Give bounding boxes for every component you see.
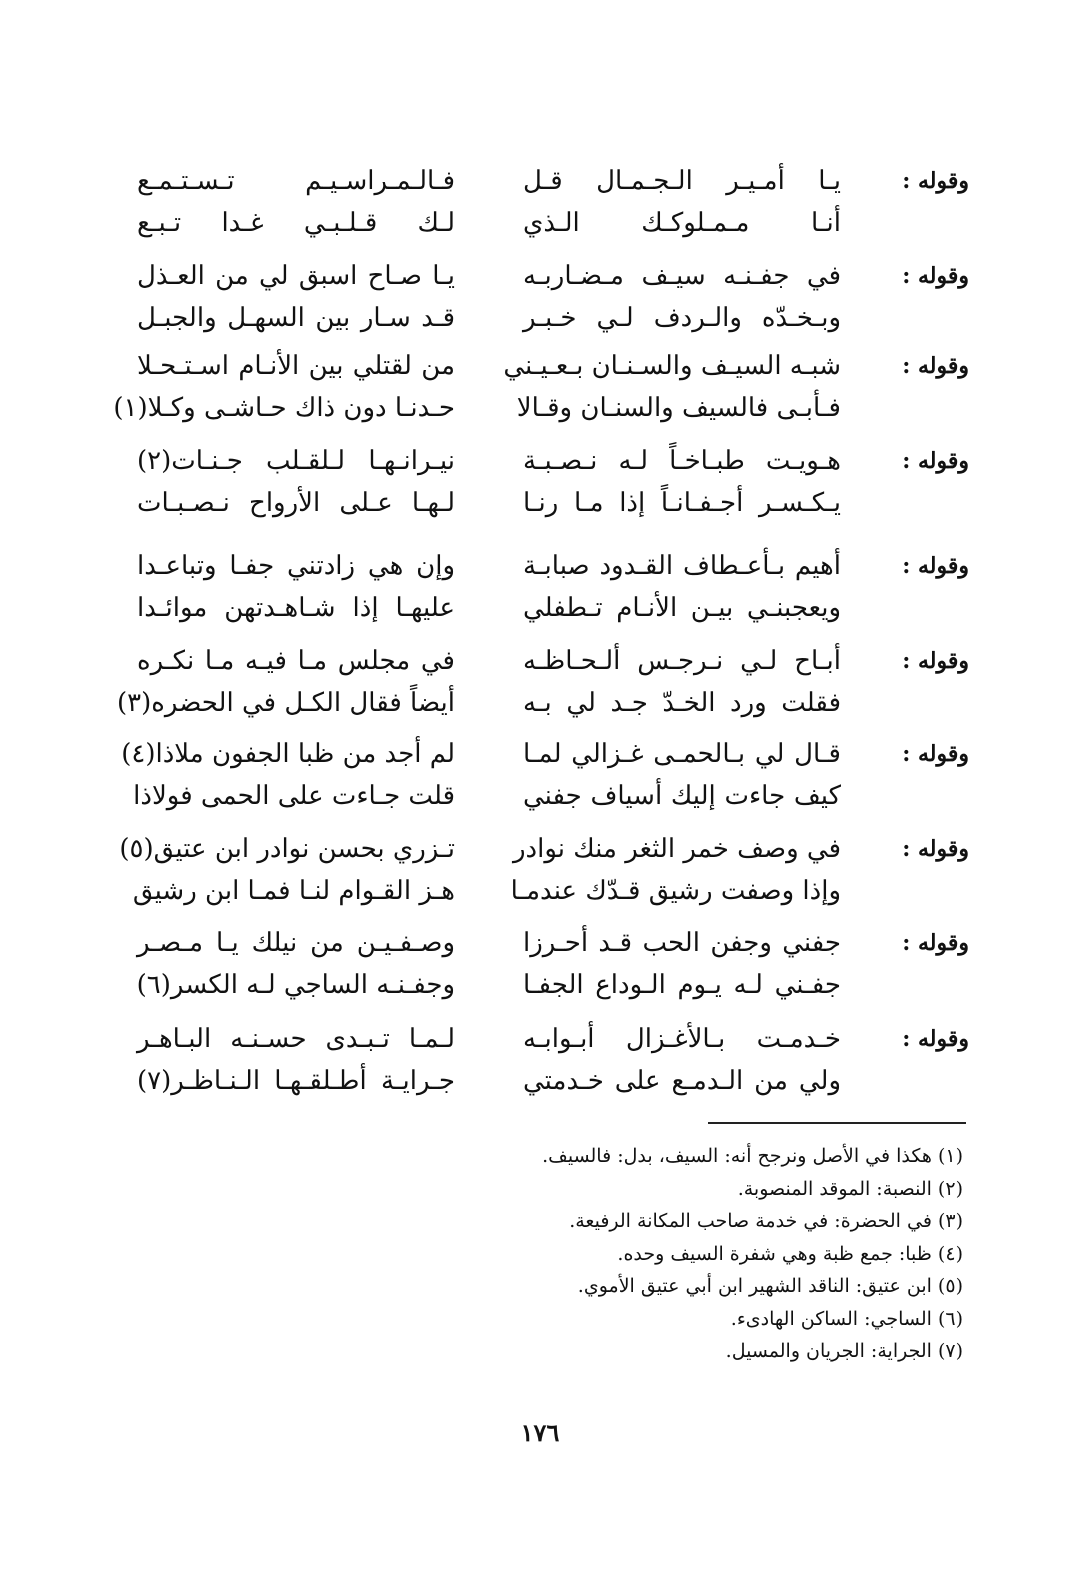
verse-line: أيضاً فقال الكـل في الحضره(٣) bbox=[116, 688, 455, 718]
hemistich-right bbox=[523, 255, 841, 339]
verse-line: شبـه السيـف والسـنـان بـعـيـني bbox=[503, 351, 841, 381]
hemistich-right bbox=[523, 640, 841, 724]
verse-line: حـدنـا دون ذاك حـاشـى وكـلا(١) bbox=[113, 393, 455, 423]
footnote: (٤) ظبا: جمع ظبة وهي شفرة السيف وحده. bbox=[617, 1242, 963, 1265]
footnote: (١) هكذا في الأصل ونرجح أنه: السيف، بدل: فالسيف. bbox=[542, 1145, 963, 1167]
hemistich-left bbox=[137, 255, 455, 339]
poem-entry bbox=[0, 160, 1081, 252]
verse-line: فقلت ورد الخـدّ جـد لي بـه bbox=[523, 688, 841, 718]
poem-entry bbox=[0, 1018, 1081, 1110]
verse-line: هـز القـوام لنـا فمـا ابن رشيق bbox=[132, 876, 455, 906]
verse-line: في وصف خمر الثغر منك نوادر bbox=[512, 834, 841, 864]
verse-line: قلت جـاءت على الحمى فولاذا bbox=[133, 781, 455, 811]
poem-entry bbox=[0, 255, 1081, 347]
hemistich-right bbox=[523, 160, 841, 244]
hemistich-left bbox=[119, 828, 455, 912]
hemistich-left bbox=[113, 345, 455, 429]
hemistich-right bbox=[523, 922, 841, 1006]
poem-entry bbox=[0, 640, 1081, 732]
verse-line: وبـخـدّه والـردف لـي خـبـر bbox=[523, 303, 841, 333]
footnote: (٦) الساجي: الساكن الهادىء. bbox=[730, 1307, 963, 1330]
verse-line: وإذا وصفت رشيق قـدّك عندمـا bbox=[510, 876, 841, 906]
verse-line: يـكـسـر أجـفـانـاً إذا مـا رنـا bbox=[523, 488, 841, 518]
hemistich-left bbox=[121, 733, 455, 817]
verse-line: وصـفـيـن من نيلك يـا مـصـر bbox=[137, 928, 455, 958]
footnote: (٥) ابن عتيق: الناقد الشهير ابن أبي عتيق الأموي. bbox=[577, 1275, 963, 1297]
footnote-divider bbox=[708, 1122, 966, 1124]
poem-entry bbox=[0, 440, 1081, 532]
verse-line: في جفـنـه سيـف مـضـاربـه bbox=[523, 261, 841, 291]
entry-label: وقوله : bbox=[902, 836, 969, 862]
verse-line: كيف جاءت إليك أسياف جفني bbox=[523, 781, 841, 811]
poem-entry bbox=[0, 922, 1081, 1014]
poem-entry bbox=[0, 828, 1081, 920]
entry-label: وقوله : bbox=[902, 1026, 969, 1052]
verse-line: قـال لي بـالحمـى غـزالي لمـا bbox=[523, 739, 841, 769]
verse-line: في مجلس مـا فيـه مـا نكـره bbox=[137, 646, 455, 676]
verse-line: ويعجبنـي بيـن الأنـام تـطفلي bbox=[523, 593, 841, 623]
entry-label: وقوله : bbox=[902, 553, 969, 579]
hemistich-left bbox=[137, 922, 455, 1006]
hemistich-right bbox=[523, 733, 841, 817]
verse-line: فـالـمـراسـيـم تـسـتـمـع bbox=[137, 166, 455, 196]
footnotes bbox=[103, 1140, 963, 1368]
entry-label: وقوله : bbox=[902, 741, 969, 767]
page-number: ١٧٦ bbox=[520, 1418, 560, 1447]
hemistich-right bbox=[523, 545, 841, 629]
hemistich-left bbox=[137, 1018, 455, 1102]
footnote: (٧) الجراية: الجريان والمسيل. bbox=[725, 1340, 963, 1362]
entry-label: وقوله : bbox=[902, 263, 969, 289]
hemistich-left bbox=[137, 545, 455, 629]
verse-line: هـويـت طبـاخـاً لـه نـصـبـة bbox=[523, 446, 841, 476]
verse-line: لم أجد من ظبا الجفون ملاذا(٤) bbox=[121, 739, 455, 769]
verse-line: وإن هي زادتني جفـا وتباعـدا bbox=[137, 551, 455, 581]
verse-line: قـد سـار بين السهـل والجبـل bbox=[137, 303, 455, 333]
hemistich-right bbox=[523, 1018, 841, 1102]
verse-line: يـا أمـيـر الـجـمـال قـل bbox=[523, 166, 841, 196]
poem-entry bbox=[0, 733, 1081, 825]
verse-line: جـرايـة أطـلقـهـا الـنـاظـر(٧) bbox=[137, 1066, 455, 1096]
verse-line: أبـاح لـي نـرجـس ألـحـاظـه bbox=[523, 646, 841, 676]
verse-line: فـأبـى فالسيف والسنـان وقـالا bbox=[516, 393, 841, 423]
verse-line: وجفـنـه الساجي لـه الكسر(٦) bbox=[136, 970, 455, 1000]
poem-entry bbox=[0, 545, 1081, 637]
entry-label: وقوله : bbox=[902, 168, 969, 194]
verse-line: جفـني لـه يـوم الـوداع الجفـا bbox=[523, 970, 841, 1000]
footnote: (٣) في الحضرة: في خدمة صاحب المكانة الرفيعة. bbox=[569, 1210, 963, 1232]
entry-label: وقوله : bbox=[902, 353, 969, 379]
entry-label: وقوله : bbox=[902, 648, 969, 674]
entry-label: وقوله : bbox=[902, 930, 969, 956]
hemistich-right bbox=[503, 345, 841, 429]
verse-line: تـزري بحسن نوادر ابن عتيق(٥) bbox=[119, 834, 455, 864]
hemistich-left bbox=[137, 160, 455, 244]
footnote: (٢) النصبة: الموقد المنصوبة. bbox=[737, 1177, 963, 1200]
verse-line: خـدمـت بـالأغـزال أبـوابـه bbox=[523, 1024, 841, 1054]
hemistich-right bbox=[510, 828, 841, 912]
verse-line: أهيم بـأعـطاف القـدود صبابـة bbox=[523, 551, 841, 581]
verse-line: من لقتلي بين الأنـام اسـتـحـلا bbox=[137, 351, 455, 381]
entry-label: وقوله : bbox=[902, 448, 969, 474]
verse-line: أنـا مـمـلوكـك الـذي bbox=[523, 208, 841, 238]
verse-line: لـهـا عـلى الأرواح نـصـبـات bbox=[137, 488, 455, 518]
poem-entry bbox=[0, 345, 1081, 437]
verse-line: لـمـا تـبـدى حسـنـه البـاهـر bbox=[137, 1024, 455, 1054]
verse-line: لـك قـلـبـي غـدا تـبـع bbox=[137, 208, 455, 238]
hemistich-left bbox=[116, 640, 455, 724]
verse-line: عليهـا إذا شـاهـدتهن موائـدا bbox=[137, 593, 455, 623]
verse-line: ولي من الـدمـع على خـدمتي bbox=[523, 1066, 841, 1096]
verse-line: نيـرانـهـا لـلقـلب جـنـات(٢) bbox=[137, 446, 455, 476]
hemistich-right bbox=[523, 440, 841, 524]
verse-line: جفني وجفن الحب قـد أحـرزا bbox=[523, 928, 841, 958]
verse-line: يـا صـاح اسبق لي من العـذل bbox=[137, 261, 455, 291]
hemistich-left bbox=[137, 440, 455, 524]
